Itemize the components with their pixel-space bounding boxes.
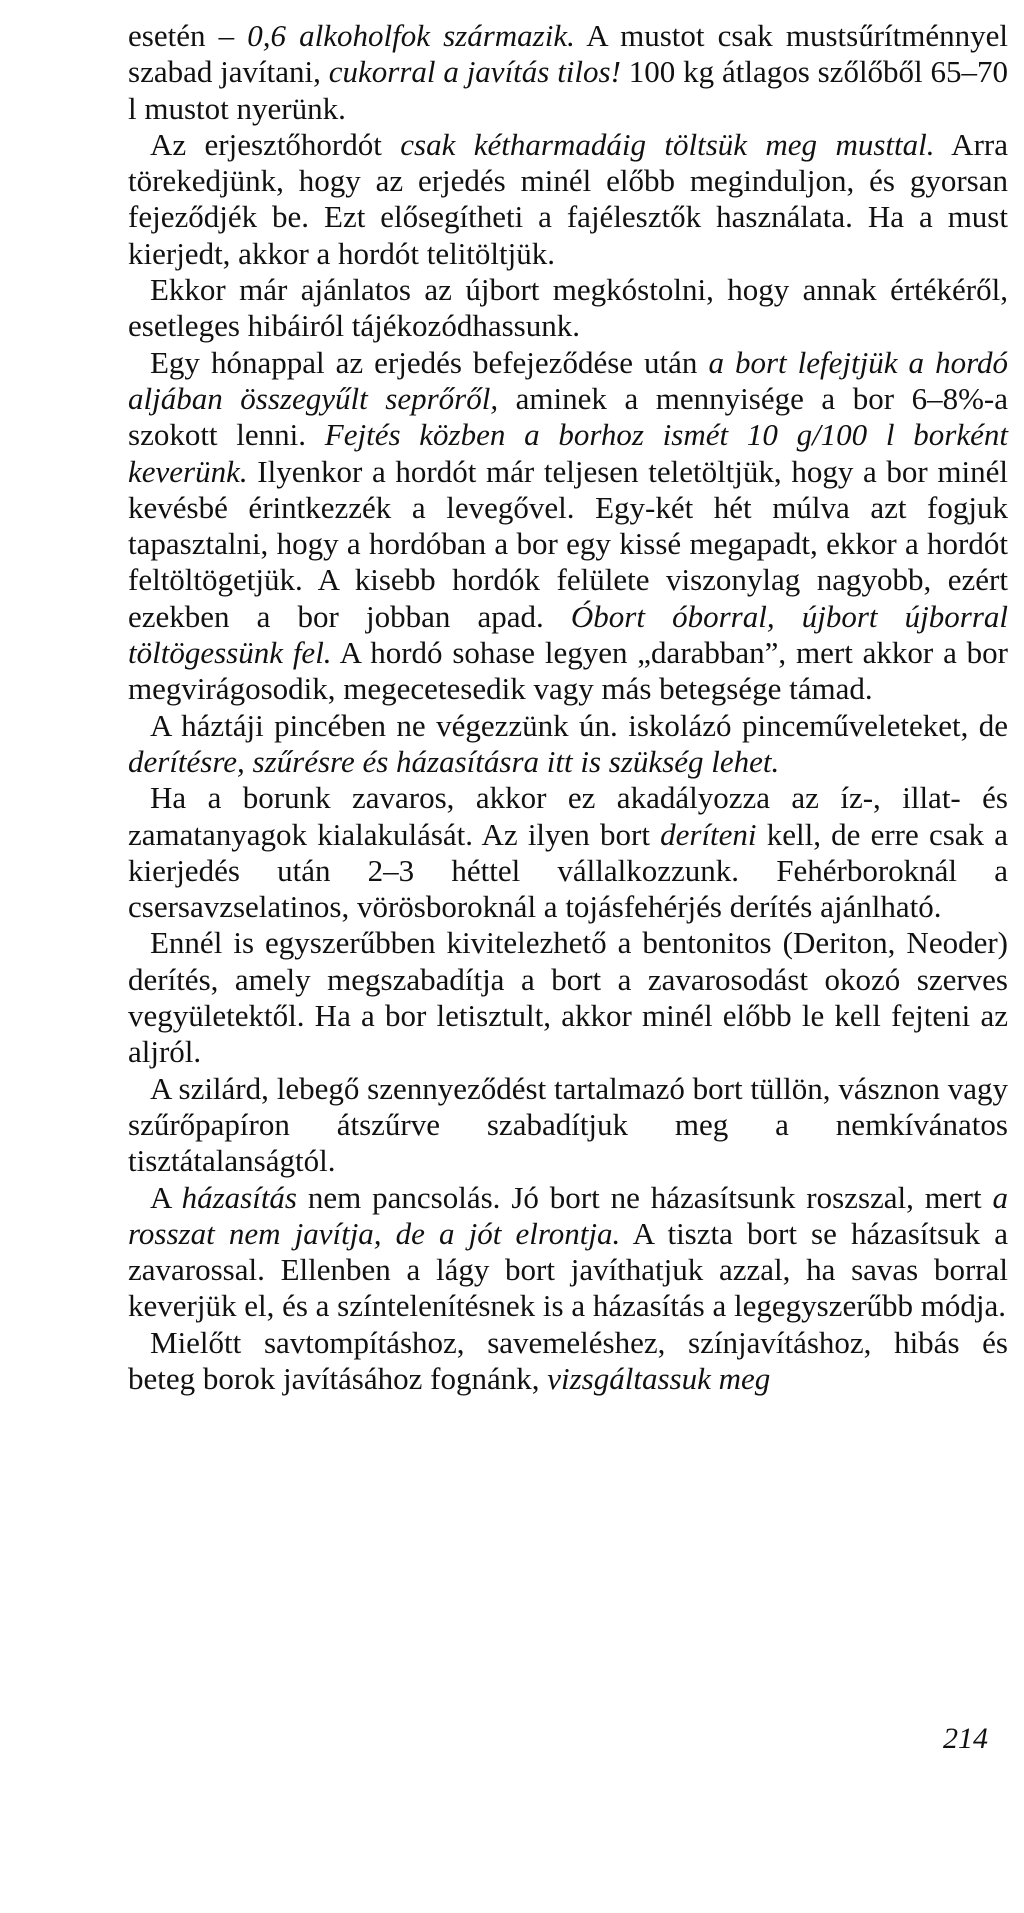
- body-text: A mustot csak mustsűrítménnyel szabad javítani,: [128, 18, 1008, 90]
- paragraph: [128, 925, 1008, 1070]
- body-text: Ha a borunk zavaros, akkor ez akadályozza az íz-, illat- és zamatanyagok kialakulását. Az ilyen bort: [128, 780, 1008, 852]
- emphasis-text: derítésre, szűrésre és házasításra itt is szükség lehet.: [128, 743, 780, 779]
- body-text: A hordó sohase legyen „darabban”, mert akkor a bor megvirágosodik, megecetesedik vagy más betegsége támad.: [128, 635, 1008, 707]
- page-body: [128, 18, 1008, 1397]
- paragraph: [128, 1325, 1008, 1398]
- body-text: A háztáji pincében ne végezzünk ún. iskolázó pinceműveleteket, de: [150, 707, 1008, 743]
- body-text: Ilyenkor a hordót már teljesen teletöltjük, hogy a bor minél kevésbé érintkezzék a levegővel. Egy-két hét múlva azt fogjuk tapasztalni, hogy a hordóban a bor egy kissé megapadt, ekkor a hordót feltöltögetjük. A kisebb hordók felülete viszonylag nagyobb, ezért ezekben a bor jobban apad.: [128, 453, 1008, 634]
- body-text: Ekkor már ajánlatos az újbort megkóstolni, hogy annak értékéről, esetleges hibáiról tájékozódhassunk.: [128, 272, 1008, 344]
- emphasis-text: 0,6 alkoholfok származik.: [247, 18, 575, 53]
- emphasis-text: Óbort óborral, újbort újborral töltögessünk fel.: [128, 598, 1008, 671]
- body-text: Ennél is egyszerűbben kivitelezhető a bentonitos (Deriton, Neoder) derítés, amely megszabadítja a bort a zavarosodást okozó szerves vegyületektől. Ha a bor letisztult, akkor minél előbb le kell fejteni az aljról.: [128, 925, 1008, 1070]
- body-text: Az erjesztőhordót: [150, 126, 401, 162]
- paragraph: [128, 127, 1008, 272]
- body-text: nem pancsolás. Jó bort ne házasítsunk roszszal, mert: [297, 1179, 993, 1215]
- emphasis-text: a bort lefejtjük a hordó aljában összegyűlt seprőről,: [128, 344, 1008, 416]
- paragraph: [128, 1180, 1008, 1325]
- paragraph: [128, 780, 1008, 925]
- emphasis-text: a rosszat nem javítja, de a jót elrontja.: [128, 1179, 1008, 1251]
- body-text: A szilárd, lebegő szennyeződést tartalmazó bort tüllön, vásznon vagy szűrőpapíron átszűrve szabadítjuk meg a nemkívánatos tisztátalanságtól.: [128, 1070, 1008, 1179]
- paragraph: [128, 18, 1008, 127]
- emphasis-text: házasítás: [181, 1179, 297, 1215]
- paragraph: [128, 1071, 1008, 1180]
- emphasis-text: Fejtés közben a borhoz ismét 10 g/100 l borként keverünk.: [128, 417, 1008, 489]
- body-text: aminek a mennyisége a bor 6–8%-a szokott lenni.: [128, 380, 1008, 453]
- paragraph: [128, 708, 1008, 781]
- body-text: kell, de erre csak a kierjedés után 2–3 héttel vállalkozzunk. Fehérboroknál a csersavzselatinos, vörösboroknál a tojásfehérjés derítés ajánlható.: [128, 816, 1008, 925]
- body-text: A: [150, 1179, 182, 1215]
- emphasis-text: csak kétharmadáig töltsük meg musttal.: [400, 126, 935, 162]
- emphasis-text: cukorral a javítás tilos!: [328, 54, 621, 90]
- body-text: Mielőtt savtompításhoz, savemeléshez, színjavításhoz, hibás és beteg borok javításához fognánk,: [128, 1324, 1008, 1396]
- body-text: Arra törekedjünk, hogy az erjedés minél előbb meginduljon, és gyorsan fejeződjék be. Ezt elősegítheti a fajélesztők használata. Ha a must kierjedt, akkor a hordót telitöltjük.: [128, 126, 1008, 271]
- body-text: esetén –: [128, 18, 248, 53]
- paragraph: [128, 272, 1008, 345]
- emphasis-text: deríteni: [660, 816, 757, 852]
- paragraph: [128, 345, 1008, 708]
- body-text: A tiszta bort se házasítsuk a zavarossal. Ellenben a lágy bort javíthatjuk azzal, ha savas borral keverjük el, és a színtelenítésnek is a házasítás a legegyszerűbb módja.: [128, 1215, 1008, 1324]
- body-text: Egy hónappal az erjedés befejeződése után: [150, 344, 709, 380]
- body-text: 100 kg átlagos szőlőből 65–70 l mustot nyerünk.: [128, 54, 1009, 126]
- page-number: 214: [943, 1722, 988, 1755]
- emphasis-text: vizsgáltassuk meg: [547, 1360, 771, 1396]
